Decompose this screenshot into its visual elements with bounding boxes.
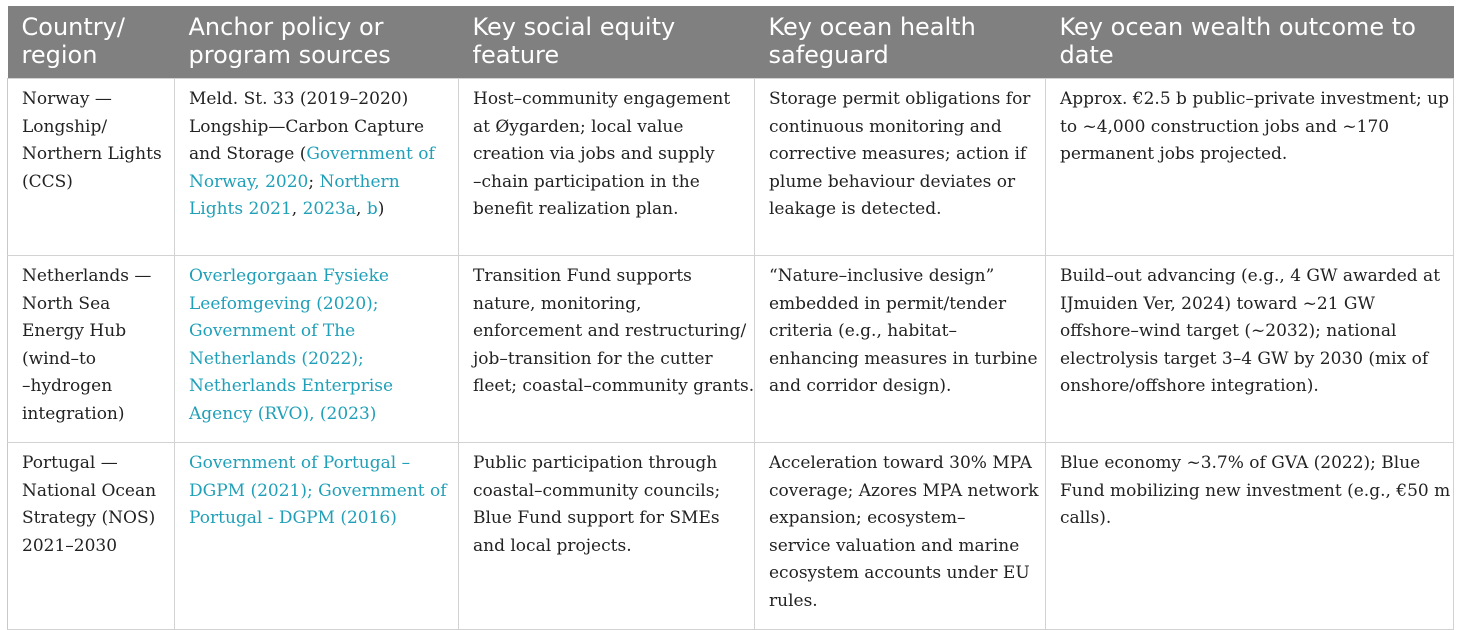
cell-equity: [459, 443, 755, 630]
cell-line: fleet; coastal–community grants.: [473, 376, 755, 396]
citation-line[interactable]: Government of The: [189, 321, 356, 341]
cell-health: [755, 256, 1046, 443]
cell-wealth: [1046, 443, 1454, 630]
separator: ): [377, 199, 385, 219]
cell-health: [755, 443, 1046, 630]
cell-line: “Nature–inclusive design”: [769, 266, 995, 286]
cell-line: integration): [22, 403, 125, 424]
cell-line: Strategy (NOS): [22, 508, 156, 528]
cell-line: (wind–to: [22, 348, 97, 369]
cell-country: [8, 443, 175, 630]
cell-sources: [175, 79, 459, 256]
cell-line: nature, monitoring,: [473, 293, 642, 314]
cell-line: enforcement and restructuring/: [473, 321, 747, 341]
header-country: Country/ region: [8, 6, 175, 79]
citation-line[interactable]: Netherlands Enterprise: [189, 376, 394, 396]
header-row: [8, 6, 1454, 79]
cell-line: and local projects.: [473, 535, 632, 556]
cell-line: at Øygarden; local value: [473, 116, 684, 137]
sources-text: Meld. St. 33 (2019–2020) Longship—Carbon Capture and Storage (: [189, 89, 425, 164]
table-row-portugal: [8, 443, 1454, 630]
cell-wealth: [1046, 79, 1454, 256]
cell-line: job–transition for the cutter: [473, 348, 713, 369]
citation-link[interactable]: Northern Lights 2021: [189, 171, 400, 219]
cell-country: [8, 79, 175, 256]
separator: ,: [291, 199, 303, 219]
cell-line: expansion; ecosystem–: [769, 508, 966, 528]
cell-line: Blue Fund support for SMEs: [473, 508, 720, 528]
separator: ;: [308, 171, 320, 192]
cell-line: Longship/: [22, 116, 108, 137]
cell-line: service valuation and marine: [769, 535, 1020, 556]
cell-country: [8, 256, 175, 443]
cell-line: Build–out advancing (e.g., 4 GW awarded at: [1060, 266, 1441, 286]
cell-line: continuous monitoring and: [769, 116, 1002, 137]
cell-line: National Ocean: [22, 480, 157, 501]
cell-line: plume behaviour deviates or: [769, 171, 1016, 192]
citation-line[interactable]: Leefomgeving (2020);: [189, 293, 379, 314]
cell-line: Blue economy ~3.7% of GVA (2022); Blue: [1060, 453, 1421, 473]
cell-line: to ~4,000 construction jobs and ~170: [1060, 116, 1390, 137]
cell-line: rules.: [769, 590, 818, 611]
cell-line: benefit realization plan.: [473, 199, 679, 219]
citation-link[interactable]: Government of Norway, 2020: [189, 144, 435, 192]
cell-line: Norway —: [22, 89, 112, 109]
cell-line: Energy Hub: [22, 321, 127, 341]
cell-line: Storage permit obligations for: [769, 89, 1031, 109]
cell-health: [755, 79, 1046, 256]
cell-line: onshore/offshore integration).: [1060, 376, 1319, 396]
header-health: Key ocean health safeguard: [755, 6, 1046, 79]
citation-line[interactable]: Portugal - DGPM (2016): [189, 508, 397, 528]
cell-line: Fund mobilizing new investment (e.g., €50 m: [1060, 480, 1451, 501]
cell-line: Host–community engagement: [473, 89, 731, 109]
cell-line: coverage; Azores MPA network: [769, 480, 1039, 501]
cell-line: permanent jobs projected.: [1060, 144, 1288, 164]
citation-line[interactable]: Agency (RVO), (2023): [189, 403, 377, 424]
cell-line: –hydrogen: [22, 376, 113, 396]
cell-line: (CCS): [22, 171, 73, 192]
header-sources: Anchor policy or program sources: [175, 6, 459, 79]
cell-line: electrolysis target 3–4 GW by 2030 (mix of: [1060, 348, 1429, 369]
cell-line: calls).: [1060, 508, 1112, 528]
table-row-netherlands: [8, 256, 1454, 443]
separator: ,: [356, 199, 367, 219]
cell-line: creation via jobs and supply: [473, 144, 715, 164]
cell-sources[interactable]: [175, 256, 459, 443]
cell-line: offshore–wind target (~2032); national: [1060, 321, 1397, 341]
citation-link[interactable]: 2023a: [302, 199, 356, 219]
cell-equity: [459, 79, 755, 256]
cell-line: Portugal —: [22, 453, 118, 473]
citation-link[interactable]: b: [366, 199, 378, 219]
header-wealth: Key ocean wealth outcome to date: [1046, 6, 1454, 79]
citation-line[interactable]: Overlegorgaan Fysieke: [189, 266, 389, 286]
cell-line: IJmuiden Ver, 2024) toward ~21 GW: [1060, 293, 1375, 314]
header-equity: Key social equity feature: [459, 6, 755, 79]
cell-line: ecosystem accounts under EU: [769, 563, 1030, 583]
cell-line: North Sea: [22, 293, 111, 314]
cell-line: Transition Fund supports: [473, 266, 692, 286]
cell-line: coastal–community councils;: [473, 480, 721, 501]
cell-sources[interactable]: [175, 443, 459, 630]
citation-line[interactable]: DGPM (2021); Government of: [189, 480, 447, 501]
citation-line[interactable]: Government of Portugal –: [189, 453, 411, 473]
cell-line: embedded in permit/tender: [769, 293, 1007, 314]
cell-line: leakage is detected.: [769, 199, 942, 219]
cell-line: and corridor design).: [769, 376, 952, 396]
cell-line: Northern Lights: [22, 144, 162, 164]
citation-line[interactable]: Netherlands (2022);: [189, 348, 364, 369]
cell-line: corrective measures; action if: [769, 144, 1027, 164]
cell-line: Acceleration toward 30% MPA: [769, 453, 1032, 473]
cell-line: enhancing measures in turbine: [769, 348, 1038, 369]
cell-line: –chain participation in the: [473, 171, 700, 192]
cell-line: Public participation through: [473, 453, 718, 473]
cell-line: Approx. €2.5 b public–private investment; up: [1060, 89, 1449, 109]
cell-wealth: [1046, 256, 1454, 443]
cell-line: criteria (e.g., habitat–: [769, 321, 957, 341]
table-row-norway: [8, 79, 1454, 256]
cell-line: 2021–2030: [22, 535, 118, 556]
policy-comparison-table: [7, 6, 1454, 630]
cell-line: Netherlands —: [22, 266, 152, 286]
cell-equity: [459, 256, 755, 443]
